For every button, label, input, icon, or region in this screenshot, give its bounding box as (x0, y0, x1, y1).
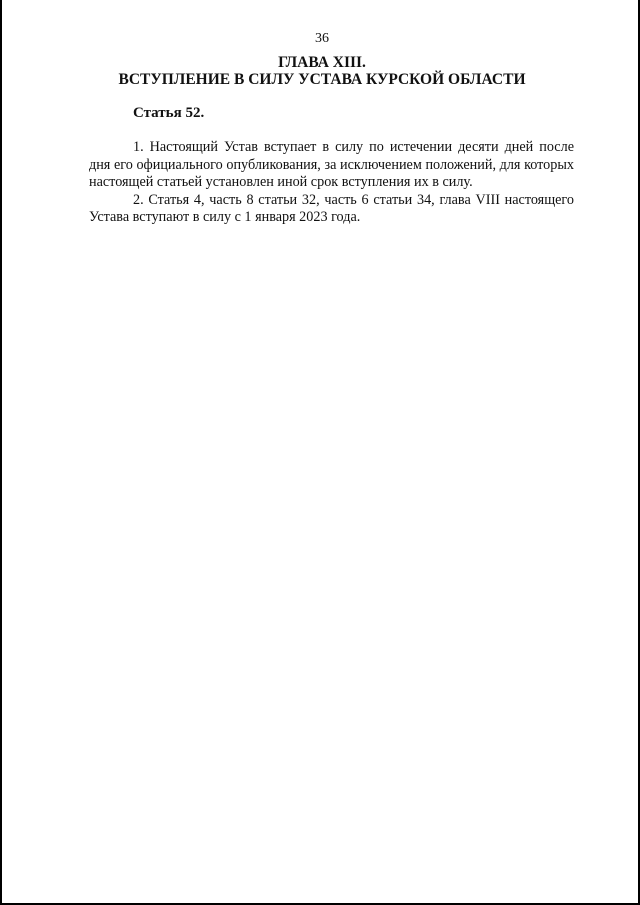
article-body (89, 139, 574, 227)
article-title: Статья 52. (133, 105, 205, 121)
chapter-heading (62, 54, 582, 88)
page-number: 36 (315, 31, 329, 46)
chapter-title: ВСТУПЛЕНИЕ В СИЛУ УСТАВА КУРСКОЙ ОБЛАСТИ (118, 71, 526, 88)
article-paragraph-2: 2. Статья 4, часть 8 статьи 32, часть 6 статьи 34, глава VIII настоящего Устава вступают в силу с 1 января 2023 года. (89, 191, 574, 225)
article-paragraph-1: 1. Настоящий Устав вступает в силу по истечении десяти дней после дня его официального опубликования, за исключением положений, для которых настоящей статьей установлен иной срок вступления их в силу. (89, 139, 574, 190)
chapter-number: ГЛАВА XIII. (278, 54, 366, 71)
